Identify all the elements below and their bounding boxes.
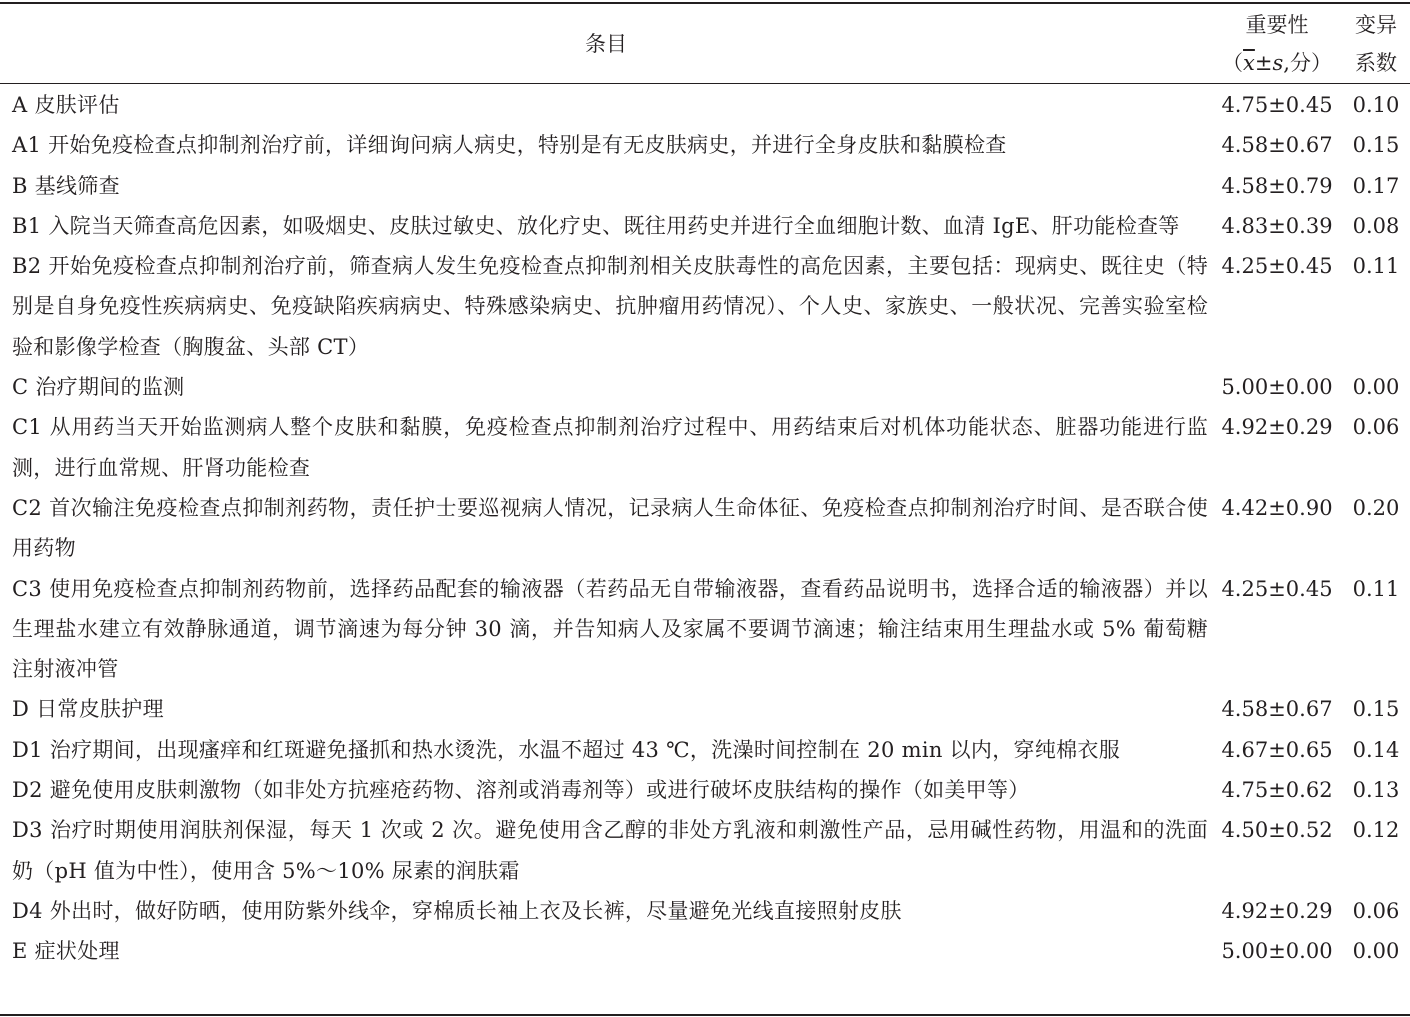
row-item-text: D3 治疗时期使用润肤剂保湿，每天 1 次或 2 次。避免使用含乙醇的非处方乳液和刺激性产品，忌用碱性药物，用温和的洗面奶（pH 值为中性），使用含 5%～10% 尿素的润肤霜 <box>12 818 1208 883</box>
table-row <box>0 931 1410 971</box>
row-cv: 0.06 <box>1352 415 1400 440</box>
table-row <box>0 770 1410 810</box>
row-item-text: B 基线筛查 <box>12 173 120 198</box>
row-importance: 4.25±0.45 <box>1221 254 1333 279</box>
header-item: 条目 <box>585 32 627 56</box>
row-cv: 0.11 <box>1352 254 1400 279</box>
table-row <box>0 166 1410 206</box>
table-row <box>0 367 1410 407</box>
row-item-text: E 症状处理 <box>12 939 120 964</box>
table-row <box>0 125 1410 165</box>
table-row <box>0 810 1410 891</box>
row-cv: 0.00 <box>1352 939 1400 964</box>
header-cv-line2: 系数 <box>1355 51 1397 75</box>
row-importance: 4.92±0.29 <box>1221 898 1333 923</box>
row-importance: 4.92±0.29 <box>1221 415 1333 440</box>
table-row <box>0 730 1410 770</box>
row-importance: 4.58±0.67 <box>1221 697 1333 722</box>
table-row <box>0 689 1410 729</box>
row-cv: 0.17 <box>1352 173 1400 198</box>
row-item-text: D4 外出时，做好防晒，使用防紫外线伞，穿棉质长袖上衣及长裤，尽量避免光线直接照射皮肤 <box>12 898 902 923</box>
row-cv: 0.13 <box>1352 778 1400 803</box>
header-importance-line1: 重要性 <box>1245 13 1309 37</box>
header-importance-line2: （$\overline{x}\pm s$,分） <box>1222 51 1332 75</box>
row-importance: 4.83±0.39 <box>1221 213 1333 238</box>
sd-symbol: s <box>1272 51 1284 75</box>
row-cv: 0.06 <box>1352 898 1400 923</box>
row-cv: 0.20 <box>1352 495 1400 520</box>
row-importance: 4.42±0.90 <box>1221 495 1333 520</box>
table-row <box>0 891 1410 931</box>
header-cv <box>1342 6 1410 82</box>
row-item-text: D1 治疗期间，出现瘙痒和红斑避免搔抓和热水烫洗，水温不超过 43 ℃，洗澡时间控制在 20 min 以内，穿纯棉衣服 <box>12 737 1121 762</box>
row-item-text: C1 从用药当天开始监测病人整个皮肤和黏膜，免疫检查点抑制剂治疗过程中、用药结束后对机体功能状态、脏器功能进行监测，进行血常规、肝肾功能检查 <box>12 415 1208 480</box>
row-item-text: A1 开始免疫检查点抑制剂治疗前，详细询问病人病史，特别是有无皮肤病史，并进行全身皮肤和黏膜检查 <box>12 133 1007 158</box>
row-item-text: D2 避免使用皮肤刺激物（如非处方抗痤疮药物、溶剂或消毒剂等）或进行破坏皮肤结构的操作（如美甲等） <box>12 778 1030 803</box>
table-row <box>0 85 1410 125</box>
row-cv: 0.15 <box>1352 697 1400 722</box>
row-cv: 0.08 <box>1352 213 1400 238</box>
row-item-text: C3 使用免疫检查点抑制剂药物前，选择药品配套的输液器（若药品无自带输液器，查看药品说明书，选择合适的输液器）并以生理盐水建立有效静脉通道，调节滴速为每分钟 30 滴，并告知病人及家属不要调节滴速；输注结束用生理盐水或 5% 葡萄糖注射液冲管 <box>12 576 1208 682</box>
row-cv: 0.14 <box>1352 737 1400 762</box>
row-item-text: B2 开始免疫检查点抑制剂治疗前，筛查病人发生免疫检查点抑制剂相关皮肤毒性的高危因素，主要包括：现病史、既往史（特别是自身免疫性疾病病史、免疫缺陷疾病病史、特殊感染病史、抗肿瘤用药情况）、个人史、家族史、一般状况、完善实验室检验和影像学检查（胸腹盆、头部 CT） <box>12 254 1209 359</box>
row-importance: 4.75±0.62 <box>1221 778 1333 803</box>
row-item-text: D 日常皮肤护理 <box>12 697 164 722</box>
table-row <box>0 488 1410 569</box>
row-importance: 5.00±0.00 <box>1221 939 1333 964</box>
row-item-text: B1 入院当天筛查高危因素，如吸烟史、皮肤过敏史、放化疗史、既往用药史并进行全血细胞计数、血清 IgE、肝功能检查等 <box>12 213 1180 238</box>
table-header-rule <box>0 83 1410 84</box>
table-header <box>0 6 1410 82</box>
row-importance: 4.50±0.52 <box>1221 818 1333 843</box>
table-row <box>0 206 1410 246</box>
header-importance <box>1212 6 1342 82</box>
table-row <box>0 407 1410 488</box>
row-importance: 4.58±0.67 <box>1221 133 1333 158</box>
row-cv: 0.12 <box>1352 818 1400 843</box>
row-cv: 0.15 <box>1352 133 1400 158</box>
table-row <box>0 246 1410 367</box>
mean-symbol: $\overline{x}$ <box>1243 51 1255 75</box>
row-importance: 4.25±0.45 <box>1221 576 1333 601</box>
row-cv: 0.11 <box>1352 576 1400 601</box>
row-importance: 5.00±0.00 <box>1221 375 1333 400</box>
table-bottom-rule <box>0 1014 1410 1016</box>
row-cv: 0.10 <box>1352 93 1400 117</box>
row-item-text: A 皮肤评估 <box>12 93 120 117</box>
row-cv: 0.00 <box>1352 375 1400 400</box>
row-item-text: C 治疗期间的监测 <box>12 375 185 400</box>
table-row <box>0 569 1410 690</box>
table-body <box>0 85 1410 972</box>
row-importance: 4.58±0.79 <box>1221 173 1333 198</box>
row-importance: 4.67±0.65 <box>1221 737 1333 762</box>
table-top-rule <box>0 2 1410 4</box>
row-importance: 4.75±0.45 <box>1221 93 1333 117</box>
row-item-text: C2 首次输注免疫检查点抑制剂药物，责任护士要巡视病人情况，记录病人生命体征、免疫检查点抑制剂治疗时间、是否联合使用药物 <box>12 495 1208 561</box>
header-cv-line1: 变异 <box>1355 13 1397 37</box>
